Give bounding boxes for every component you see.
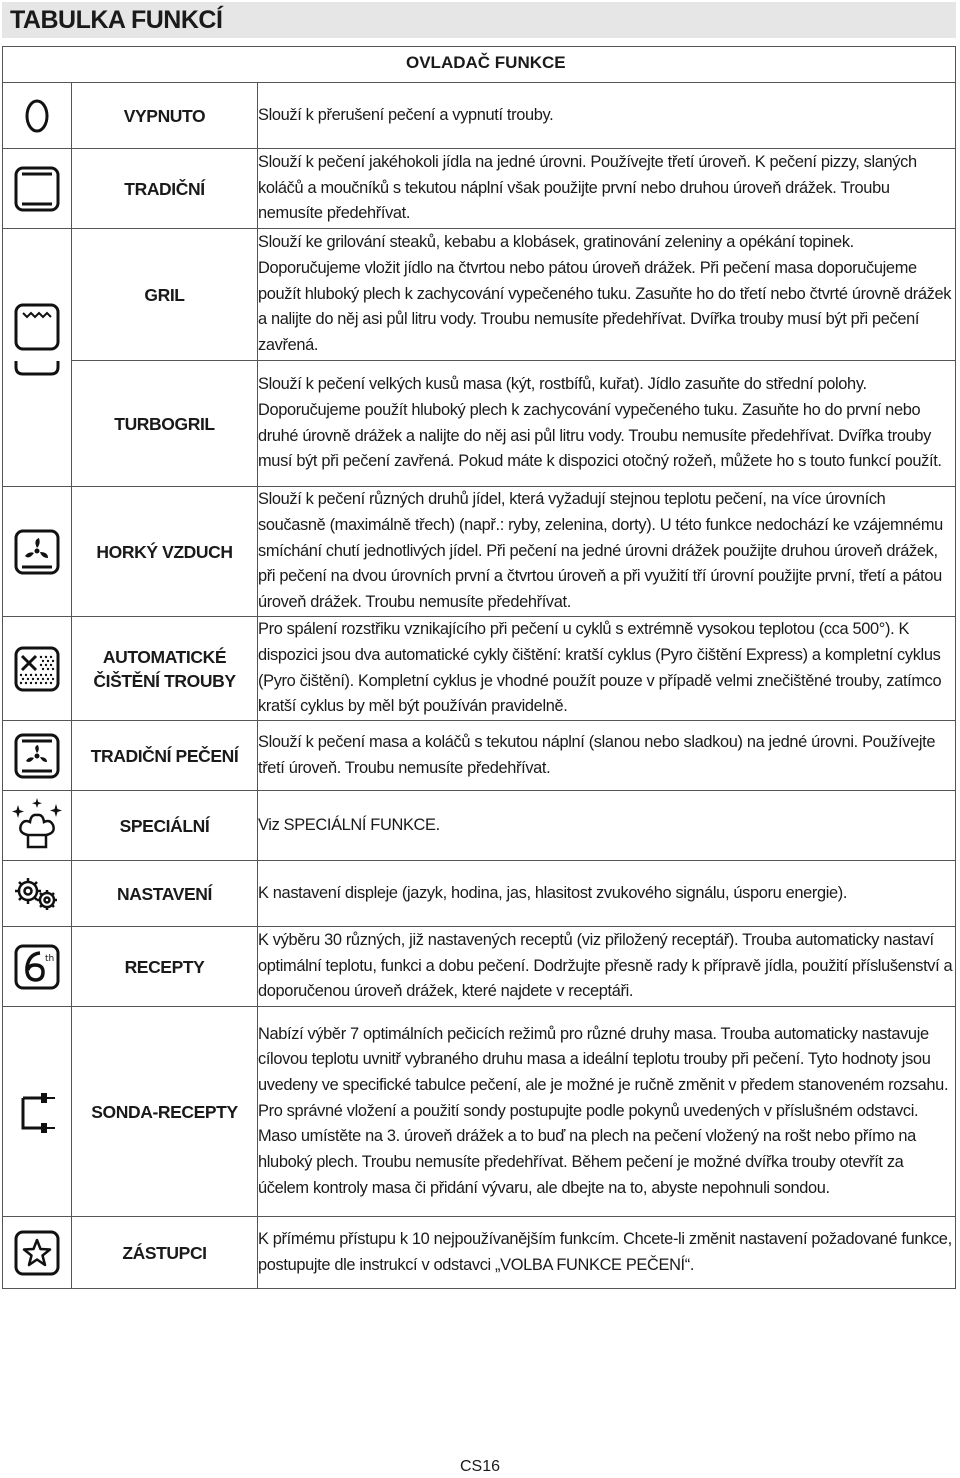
table-row [3,229,956,361]
function-name: TRADIČNÍ PEČENÍ [72,721,258,791]
icon-cell [3,487,72,617]
function-description: Viz SPECIÁLNÍ FUNKCE. [258,791,956,861]
table-row [3,361,956,487]
favourites-star-icon [3,1223,71,1283]
meat-probe-icon [3,1082,71,1142]
function-description: Pro spálení rozstřiku vznikajícího při pečení u cyklů s extrémně vysokou teplotou (cca 500°). K dispozici jsou dva automatické cykly čištění: kratší cyklus (Pyro čištění Express) a kompletní cyklus (Pyro čištění). Kompletní cyklus je vhodné použít pouze v případě velmi znečištěné trouby, zatímco kratší cyklus by měl být používán pravidelně. [258,617,956,721]
function-description: Nabízí výběr 7 optimálních pečicích režimů pro různé druhy masa. Trouba automaticky nastavuje cílovou teplotu uvnitř vybraného druhu masa a ideální teplotu trouby při pečení. Tyto hodnoty jsou uvedeny ve specifické tabulce pečení, ale je možné je ručně změnit v předem stanoveném rozsahu. Pro správné vložení a použití sondy postupujte podle pokynů uvedených v příslušném odstavci. Maso umístěte na 3. úroveň drážek a to buď na plech na pečení vložený na rošt nebo přímo na hluboký plech. Troubu nemusíte předehřívat. Během pečení je možné dvířka trouby otevřít za účelem kontroly masa či přidání vývaru, ale dbejte na to, abyste nepohnuli sondou. [258,1007,956,1217]
svg-text:th: th [45,953,55,964]
function-name: TURBOGRIL [72,361,258,487]
function-name: VYPNUTO [72,83,258,149]
settings-gear-icon [3,866,71,922]
icon-cell [3,83,72,149]
sixth-sense-icon [3,937,71,997]
table-row [3,927,956,1007]
icon-cell [3,361,72,487]
function-name: AUTOMATICKÉ ČIŠTĚNÍ TROUBY [72,617,258,721]
icon-cell [3,861,72,927]
icon-cell [3,927,72,1007]
table-header-label: OVLADAČ FUNKCE [406,53,566,72]
convection-bake-icon [3,726,71,786]
function-name: SONDA-RECEPTY [72,1007,258,1217]
table-row [3,617,956,721]
function-description: Slouží k pečení velkých kusů masa (kýt, rostbífů, kuřat). Jídlo zasuňte do střední polohy. Doporučujeme použít hluboký plech k zachycování vypečeného tuku. Zasuňte ho do první nebo druhé úrovně drážek a nalijte do něj asi půl litru vody. Troubu nemusíte předehřívat. Dvířka trouby musí být při pečení zavřená. Pokud máte k dispozici otočný rožeň, můžete ho s touto funkcí použít. [258,361,956,487]
conventional-heat-icon [3,159,71,219]
function-description: K přímému přístupu k 10 nejpoužívanějším funkcím. Chcete-li změnit nastavení požadované funkce, postupujte dle instrukcí v odstavci „VOLBA FUNKCE PEČENÍ“. [258,1217,956,1289]
function-description: Slouží k pečení jakéhokoli jídla na jedné úrovni. Používejte třetí úroveň. K pečení pizzy, slaných koláčů a moučníků s tekutou náplní však použijte první nebo druhou úroveň drážek. Troubu nemusíte předehřívat. [258,149,956,229]
icon-cell [3,617,72,721]
table-row [3,861,956,927]
table-row [3,791,956,861]
table-header [2,46,956,83]
function-name: ZÁSTUPCI [72,1217,258,1289]
function-name: HORKÝ VZDUCH [72,487,258,617]
page-number: CS16 [459,1458,501,1475]
turbogrill-icon [3,361,71,377]
grill-icon [3,301,71,361]
icon-cell [3,149,72,229]
pyro-cleaning-icon [3,639,71,699]
forced-air-fan-icon [3,522,71,582]
chef-hat-sparkle-icon [3,795,71,857]
function-name: TRADIČNÍ [72,149,258,229]
function-name: RECEPTY [72,927,258,1007]
page-title: TABULKA FUNKCÍ [10,6,223,34]
function-description: K výběru 30 různých, již nastavených receptů (viz přiložený receptář). Trouba automaticky nastaví optimální teplotu, funkci a dobu pečení. Dodržujte přesně rady k přípravě jídla, použití příslušenství a doporučenou úroveň drážek, které najdete v receptáři. [258,927,956,1007]
icon-cell [3,791,72,861]
table-row [3,149,956,229]
table-row [3,487,956,617]
function-description: Slouží k pečení různých druhů jídel, která vyžadují stejnou teplotu pečení, na více úrovních současně (maximálně třech) (např.: ryby, zelenina, dorty). U této funkce nedochází ke vzájemnému smíchání chutí jednotlivých jídel. Při pečení na jedné úrovni drážek použijte druhou úroveň drážek, při pečení na dvou úrovních první a čtvrtou úroveň a při využití tří úrovní použijte první, třetí a pátou úroveň drážek. Troubu nemusíte předehřívat. [258,487,956,617]
table-row [3,1007,956,1217]
function-table [2,82,956,1289]
function-description: K nastavení displeje (jazyk, hodina, jas, hlasitost zvukového signálu, úsporu energie). [258,861,956,927]
function-name: GRIL [72,229,258,361]
function-name: SPECIÁLNÍ [72,791,258,861]
function-description: Slouží k přerušení pečení a vypnutí trouby. [258,83,956,149]
function-name: NASTAVENÍ [72,861,258,927]
table-row [3,721,956,791]
icon-cell [3,1217,72,1289]
icon-cell [3,1007,72,1217]
function-description: Slouží ke grilování steaků, kebabu a klobásek, gratinování zeleniny a opékání topinek. Doporučujeme vložit jídlo na čtvrtou nebo pátou úroveň drážek. Při pečení masa doporučujeme použít hluboký plech k zachycování vypečeného tuku. Zasuňte ho do třetí nebo čtvrté úrovně drážek a nalijte do něj asi půl litru vody. Troubu nemusíte předehřívat. Dvířka trouby musí být při pečení zavřená. [258,229,956,361]
title-bar [2,2,956,38]
power-off-icon [3,86,71,146]
icon-cell [3,229,72,361]
function-description: Slouží k pečení masa a koláčů s tekutou náplní (slanou nebo sladkou) na jedné úrovni. Používejte třetí úroveň. Troubu nemusíte předehřívat. [258,721,956,791]
table-row [3,83,956,149]
table-row [3,1217,956,1289]
icon-cell [3,721,72,791]
